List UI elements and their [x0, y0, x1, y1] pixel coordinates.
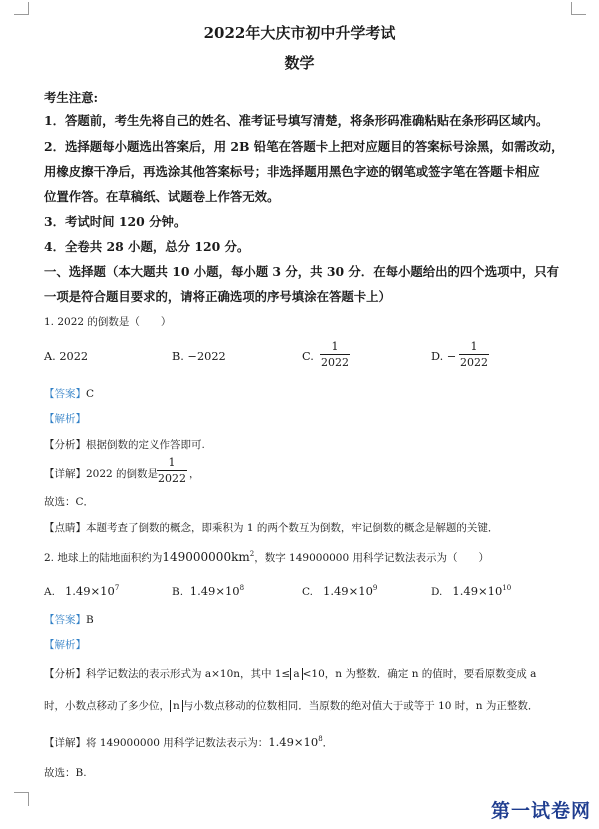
crop-mark-top-right-v: [571, 2, 572, 15]
q1-option-b: B. −2022: [172, 350, 226, 363]
notice-line-1: 1．答题前，考生先将自己的姓名、准考证号填写清楚，将条形码准确粘贴在条形码区域内。: [44, 113, 549, 128]
q1-option-d-numerator: 1: [470, 340, 478, 353]
q2-option-c: [302, 584, 377, 598]
q1-option-a: A. 2022: [44, 350, 89, 363]
q2-xiangjie-post: ．: [322, 737, 334, 749]
q1-option-d-denominator: 2022: [460, 356, 488, 369]
section-heading-line-2: 一项是符合题目要求的，请将正确选项的序号填涂在答题卡上）: [44, 289, 391, 304]
crop-mark-top-right-h: [572, 14, 586, 15]
q2-fenxi-line-2: [44, 698, 538, 713]
q1-option-d-fraction: [459, 340, 489, 369]
q1-stem: 1. 2022 的倒数是（ ）: [44, 316, 172, 328]
q1-option-c-denominator: 2022: [321, 356, 349, 369]
q2-option-a-label: A.: [44, 586, 55, 598]
q2-fenxi-2-pre: 时，小数点移动了多少位，: [44, 700, 170, 712]
notice-line-5: 3．考试时间 120 分钟。: [44, 214, 187, 229]
q1-xiangjie-denominator: 2022: [158, 472, 186, 485]
q2-stem-pre: 2. 地球上的陆地面积约为: [44, 552, 163, 564]
q2-xiangjie-value: 1.49×10: [268, 735, 319, 749]
q2-option-a-exp: 7: [114, 584, 120, 592]
q1-xiangjie-fraction: [157, 456, 187, 485]
q2-fenxi-1-pre: 【分析】科学记数法的表示形式为 a×10n，其中 1≤: [44, 668, 291, 680]
q1-fenxi: 【分析】根据倒数的定义作答即可.: [44, 439, 205, 451]
q2-xiangjie: [44, 735, 333, 750]
q2-option-b: [172, 584, 244, 598]
q1-option-c-label: C.: [302, 350, 314, 363]
q1-xiangjie-end: ，: [189, 468, 200, 480]
notice-line-4: 位置作答。在草稿纸、试题卷上作答无效。: [44, 189, 280, 204]
q2-xiangjie-pre: 【详解】将 149000000 用科学记数法表示为：: [44, 737, 269, 749]
crop-mark-bottom-left-v: [28, 792, 29, 806]
q2-option-a-value: 1.49×10: [64, 584, 115, 598]
q2-option-c-label: C.: [302, 586, 313, 598]
q1-guxuan: 故选：C．: [44, 496, 95, 508]
q1-answer-tag: 【答案】: [44, 388, 86, 400]
q2-fenxi-line-1: [44, 666, 536, 681]
q1-option-c-fraction: [320, 340, 350, 369]
q2-guxuan: 故选：B.: [44, 767, 87, 779]
q1-answer-value: C: [86, 388, 95, 400]
q2-analysis-tag: 【解析】: [44, 639, 86, 651]
q1-answer: [44, 386, 94, 401]
q1-xiangjie-text: 【详解】2022 的倒数是: [44, 468, 159, 480]
crop-mark-bottom-left-h: [14, 792, 28, 793]
subject-title: 数学: [284, 54, 315, 72]
q2-stem-area-exp: 2: [249, 550, 255, 558]
notice-line-2: 2．选择题每小题选出答案后，用 2B 铅笔在答题卡上把对应题目的答案标号涂黑，如需改动，: [44, 139, 564, 154]
q2-stem-area: 149000000km: [162, 550, 250, 564]
notice-line-3: 用橡皮擦干净后，再选涂其他答案标号；非选择题用黑色字迹的钢笔或签字笔在答题卡相应: [44, 164, 540, 179]
q1-xiangjie-numerator: 1: [168, 456, 176, 469]
q2-option-a: [44, 584, 119, 598]
q2-option-d-label: D.: [431, 586, 443, 598]
q1-option-d-label: D. −: [431, 350, 457, 363]
q2-option-c-exp: 9: [372, 584, 378, 592]
q2-answer: [44, 612, 94, 627]
q2-fenxi-2-abs: n: [170, 700, 183, 712]
q2-fenxi-2-post: 与小数点移动的位数相同．当原数的绝对值大于或等于 10 时，n 为正整数．: [182, 700, 539, 712]
q2-option-b-label: B.: [172, 586, 184, 598]
crop-mark-top-left-v: [28, 2, 29, 15]
q2-answer-value: B: [86, 614, 94, 626]
q2-fenxi-1-abs: a: [290, 668, 302, 680]
q2-fenxi-1-post: <10，n 为整数．确定 n 的值时，要看原数变成 a: [302, 668, 537, 680]
q1-option-c-fraction-bar: [320, 354, 350, 355]
q2-option-b-exp: 8: [239, 584, 245, 592]
q1-analysis-tag: 【解析】: [44, 413, 86, 425]
section-heading-line-1: 一、选择题（本大题共 10 小题，每小题 3 分，共 30 分．在每小题给出的四个选项中，只有: [44, 264, 560, 279]
exam-title: 2022年大庆市初中升学考试: [203, 24, 396, 42]
q1-xiangjie-fraction-bar: [157, 470, 187, 471]
site-watermark: 第一试卷网: [490, 800, 591, 822]
notice-heading: 考生注意:: [44, 90, 99, 105]
q1-option-c-numerator: 1: [331, 340, 339, 353]
q2-answer-tag: 【答案】: [44, 614, 86, 626]
q1-option-d-fraction-bar: [459, 354, 489, 355]
notice-line-6: 4．全卷共 28 小题，总分 120 分。: [44, 239, 250, 254]
q2-option-d-value: 1.49×10: [452, 584, 503, 598]
q1-dianjing: 【点睛】本题考查了倒数的概念，即乘积为 1 的两个数互为倒数，牢记倒数的概念是解题的关键．: [44, 522, 499, 534]
q2-option-b-value: 1.49×10: [189, 584, 240, 598]
q2-option-c-value: 1.49×10: [323, 584, 373, 598]
crop-mark-top-left-h: [14, 14, 28, 15]
q2-stem-post: ，数字 149000000 用科学记数法表示为（ ）: [254, 552, 490, 564]
q2-xiangjie-exp: 8: [318, 735, 323, 743]
q2-stem: [44, 550, 489, 565]
q2-option-d: [431, 584, 511, 598]
q2-option-d-exp: 10: [502, 584, 512, 592]
